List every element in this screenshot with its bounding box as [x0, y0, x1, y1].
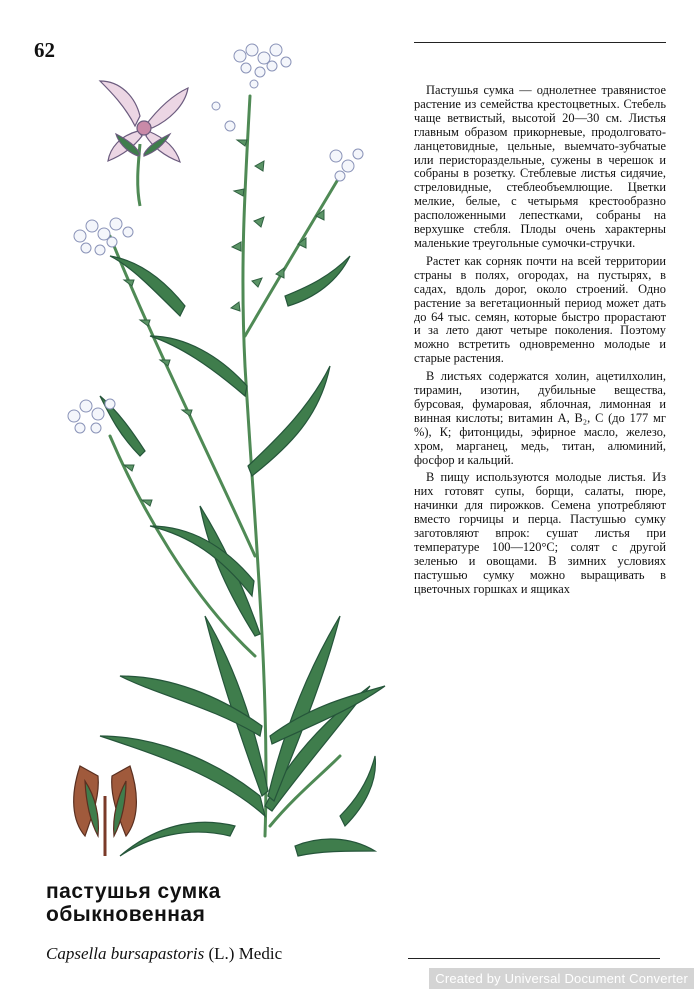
plant-title [46, 880, 366, 926]
flower-detail [100, 81, 188, 206]
seed-pod-detail [74, 766, 137, 856]
page-number: 62 [34, 38, 55, 62]
paragraph-uses: В пищу используются молодые листья. Из них готовят супы, борщи, салаты, пюре, начинки для пирожков. Семена употребляют вместо горчицы и перца. Пастушью сумку заготовляют впрок: сушат листья при температуре 100—120°С; солят с другой зеленью и овощами. В зимних условиях пастушью сумку можно выращивать в цветочных горшках и ящиках [414, 470, 666, 596]
converter-watermark: Created by Universal Document Converter [429, 968, 694, 989]
body-text [414, 84, 666, 597]
bottom-rule [408, 958, 660, 959]
latin-binomial: Capsella bursapastoris [46, 944, 205, 963]
title-line-1: пастушья сумка [46, 880, 221, 903]
paragraph-habitat: Растет как сорняк почти на всей территории страны в полях, огородах, на пустырях, в садах, вдоль дорог, около строений. Одно растение за вегетационный период может дать до 64 тыс. семян, которые быстро прорастают и за лето дают четыре поколения. Поэтому можно встретить одновременно молодые и старые растения. [414, 253, 666, 366]
paragraph-composition: В листьях содержатся холин, ацетилхолин, тирамин, изотин, дубильные вещества, бурсовая, фумаровая, яблочная, лимонная и винная кислоты; витамин А, В₂, С (до 177 мг %), К; фитонциды, эфирное масло, железо, хром, марганец, медь, титан, алюминий, фосфор и кальций. [414, 369, 666, 467]
top-rule [414, 42, 666, 43]
plant-illustration [40, 36, 400, 876]
title-line-2: обыкновенная [46, 903, 206, 926]
latin-author: (L.) Medic [208, 944, 283, 963]
paragraph-description: Пастушья сумка — однолетнее травянистое растение из семейства крестоцветных. Стебель чаще ветвистый, высотой 20—30 см. Листья главным образом прикорневые, продолговато-ланцетовидные, цельные, выемчато-зубчатые или перистораздельные, сужены в черешок и собраны в розетку. Стеблевые листья сидячие, стреловидные, стеблеобъемлющие. Цветки мелкие, белые, с четырьмя крестообразно расположенными лепестками, собраны на верхушке стебля. Плоды очень характерны маленькие треугольные сумочки-стручки. [414, 83, 666, 250]
latin-name [46, 944, 282, 964]
